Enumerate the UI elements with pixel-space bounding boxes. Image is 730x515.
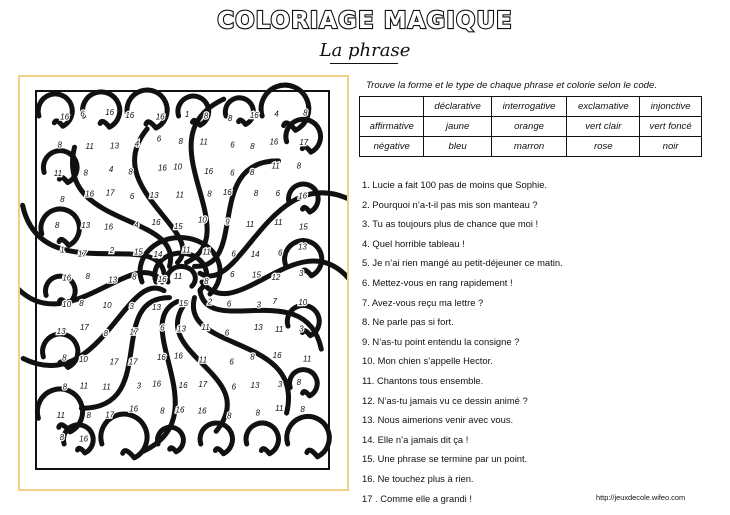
table-cell: bleu	[424, 137, 491, 157]
swirl-stroke	[43, 334, 78, 367]
table-row	[360, 117, 702, 137]
region-number: 16	[197, 406, 207, 416]
region-number: 11	[173, 272, 183, 281]
region-number: 11	[53, 169, 63, 179]
region-number: 4	[274, 109, 279, 119]
region-number: 13	[110, 141, 119, 151]
list-item: 3. Tu as toujours plus de chance que moi !	[362, 218, 539, 230]
region-number: 6	[80, 109, 85, 119]
region-number: 11	[274, 218, 283, 228]
list-item: 17 . Comme elle a grandi !	[362, 492, 472, 504]
region-number: 13	[149, 191, 159, 201]
swirl-stroke	[127, 90, 167, 128]
region-number: 16	[175, 405, 185, 415]
coloring-picture	[18, 75, 349, 491]
region-number: 13	[152, 303, 161, 313]
region-number: 7	[272, 297, 277, 307]
footer-url: http://jeuxdecole.wifeo.com	[596, 493, 686, 502]
list-item: 14. Elle n’a jamais dit ça !	[362, 433, 469, 445]
list-item: 8. Ne parle pas si fort.	[362, 316, 454, 328]
region-number: 1	[184, 110, 190, 120]
region-number: 17	[128, 357, 138, 367]
region-number: 11	[102, 382, 111, 392]
region-number: 11	[85, 142, 94, 152]
region-number: 3	[256, 300, 261, 310]
region-number: 4	[134, 220, 139, 230]
list-item: 4. Quel horrible tableau !	[362, 237, 465, 249]
region-number: 16	[129, 404, 139, 414]
region-number: 6	[230, 270, 235, 280]
region-number: 13	[253, 323, 263, 333]
region-number: 10	[78, 354, 88, 364]
table-cell: orange	[491, 117, 567, 137]
list-item: 2. Pourquoi n’a-t-il pas mis son manteau ?	[362, 198, 538, 210]
region-number: 11	[175, 190, 184, 200]
list-item: 9. N’as-tu point entendu la consigne ?	[362, 335, 520, 347]
region-number: 10	[173, 162, 183, 172]
region-number: 13	[81, 221, 91, 231]
region-number: 11	[271, 161, 280, 171]
region-number: 3	[129, 301, 134, 311]
region-number: 16	[157, 274, 167, 284]
list-item: 15. Une phrase se termine par un point.	[362, 453, 528, 465]
list-item: 10. Mon chien s’appelle Hector.	[362, 355, 493, 367]
region-number: 16	[222, 188, 232, 198]
region-number: 16	[79, 434, 89, 444]
region-number: 11	[79, 381, 89, 391]
region-number: 16	[125, 110, 135, 120]
region-number: 8	[85, 272, 90, 282]
table-header-cell: exclamative	[567, 97, 640, 117]
region-number: 4	[108, 165, 114, 175]
table-header-cell: interrogative	[491, 97, 567, 117]
region-number: 17	[198, 379, 208, 389]
region-number: 11	[275, 404, 284, 413]
region-number: 15	[179, 299, 188, 309]
region-number: 3	[136, 381, 142, 391]
region-number: 10	[62, 300, 72, 309]
list-item: 6. Mettez-vous en rang rapidement !	[362, 276, 513, 288]
region-number: 8	[83, 168, 88, 178]
region-number: 13	[108, 275, 118, 285]
region-number: 13	[56, 326, 66, 336]
region-number: 8	[296, 377, 302, 387]
color-code-table	[359, 96, 702, 157]
region-number: 17	[109, 357, 119, 367]
region-number: 16	[173, 351, 183, 361]
region-number: 8	[204, 276, 209, 286]
table-header-cell: déclarative	[424, 97, 491, 117]
region-number: 8	[103, 328, 109, 338]
instruction-text: Trouve la forme et le type de chaque phrase et colorie selon le code.	[366, 80, 658, 91]
list-item: 16. Ne touchez plus à rien.	[362, 472, 474, 484]
region-number: 8	[303, 108, 308, 118]
region-number: 17	[299, 137, 309, 147]
list-item: 12. N’as-tu jamais vu ce dessin animé ?	[362, 394, 528, 406]
region-number: 16	[178, 381, 188, 391]
region-number: 16	[249, 111, 259, 120]
table-cell: marron	[491, 137, 567, 157]
region-number: 10	[102, 301, 112, 311]
region-number: 6	[277, 248, 283, 258]
region-number: 11	[182, 245, 191, 255]
region-number: 11	[201, 323, 210, 333]
region-number: 8	[227, 114, 233, 124]
list-item: 13. Nous aimerions venir avec vous.	[362, 414, 514, 426]
region-number: 17	[79, 323, 89, 333]
region-number: 6	[224, 328, 230, 338]
region-number: 8	[59, 433, 65, 442]
region-number: 15	[173, 222, 183, 232]
region-number: 16	[151, 218, 161, 227]
region-number: 16	[105, 108, 115, 118]
table-header-cell: injonctive	[640, 97, 702, 117]
table-row	[360, 137, 702, 157]
region-number: 4	[134, 139, 140, 149]
region-number: 8	[255, 408, 261, 418]
sentence-list	[362, 178, 702, 511]
region-numbers	[54, 108, 312, 444]
region-number: 16	[157, 163, 167, 173]
region-number: 11	[202, 247, 211, 257]
region-number: 6	[160, 323, 165, 333]
region-number: 16	[156, 353, 166, 363]
region-number: 6	[230, 140, 235, 150]
list-item: 11. Chantons tous ensemble.	[362, 374, 484, 386]
swirl-stroke	[290, 370, 318, 396]
region-number: 8	[86, 411, 91, 420]
region-number: 11	[303, 354, 312, 364]
region-number: 8	[132, 272, 137, 282]
region-number: 8	[60, 194, 65, 204]
page-title: COLORIAGE MAGIQUE	[217, 8, 513, 34]
region-number: 6	[229, 357, 234, 367]
region-number: 8	[207, 189, 212, 199]
table-row-label: négative	[360, 137, 424, 157]
region-number: 13	[297, 242, 307, 252]
region-number: 14	[250, 250, 260, 259]
region-number: 3	[299, 324, 304, 334]
region-number: 8	[54, 221, 60, 231]
region-number: 16	[272, 351, 282, 360]
region-number: 10	[197, 215, 207, 225]
region-number: 13	[177, 324, 186, 334]
region-number: 3	[277, 379, 283, 389]
region-number: 8	[250, 352, 255, 362]
region-number: 8	[250, 142, 255, 151]
region-number: 17	[105, 188, 115, 198]
region-number: 8	[160, 406, 165, 416]
region-number: 8	[253, 188, 259, 198]
swirl-stroke	[83, 92, 120, 127]
region-number: 6	[156, 134, 162, 144]
table-cell: noir	[640, 137, 702, 157]
region-number: 11	[199, 137, 208, 147]
table-row-label: affirmative	[360, 117, 424, 137]
region-number: 8	[128, 167, 133, 177]
page-subtitle: La phrase	[319, 40, 411, 61]
region-number: 16	[104, 222, 114, 232]
region-number: 2	[109, 246, 115, 256]
table-header-cell	[360, 97, 424, 117]
region-number: 17	[77, 249, 87, 259]
region-number: 8	[203, 111, 209, 121]
region-number: 8	[178, 137, 183, 147]
swirl-stroke	[246, 423, 278, 454]
region-number: 12	[271, 273, 281, 283]
region-number: 6	[230, 168, 235, 178]
region-number: 11	[245, 220, 255, 229]
region-number: 8	[249, 168, 255, 177]
region-number: 16	[155, 112, 165, 122]
region-number: 8	[300, 404, 305, 414]
region-number: 8	[296, 161, 302, 171]
table-header-row	[360, 97, 702, 117]
region-number: 10	[298, 297, 308, 307]
swirl-stroke	[287, 416, 330, 456]
region-number: 15	[133, 247, 143, 257]
region-number: 9	[225, 217, 230, 227]
region-number: 6	[226, 299, 232, 309]
table-cell: jaune	[424, 117, 491, 137]
region-number: 16	[62, 273, 72, 283]
region-number: 13	[250, 380, 260, 390]
region-number: 11	[198, 355, 208, 365]
region-number: 16	[269, 137, 279, 147]
region-number: 14	[153, 249, 163, 259]
region-number: 8	[57, 140, 62, 150]
region-number: 17	[105, 410, 115, 420]
region-number: 6	[231, 249, 236, 259]
region-number: 16	[152, 379, 162, 389]
region-number: 16	[204, 166, 214, 176]
subtitle-underline	[330, 63, 398, 64]
region-number: 8	[226, 411, 232, 421]
table-cell: rose	[567, 137, 640, 157]
region-number: 3	[298, 269, 304, 279]
region-number: 8	[79, 299, 84, 308]
table-cell: vert foncé	[640, 117, 702, 137]
list-item: 7. Avez-vous reçu ma lettre ?	[362, 296, 484, 308]
region-number: 16	[298, 191, 308, 201]
region-number: 17	[129, 327, 139, 337]
region-number: 2	[207, 297, 213, 307]
region-number: 16	[60, 112, 70, 122]
region-number: 15	[298, 222, 308, 232]
coloring-drawing	[20, 77, 347, 489]
region-number: 11	[56, 411, 65, 420]
table-cell: vert clair	[567, 117, 640, 137]
region-number: 8	[62, 382, 68, 392]
region-number: 6	[275, 189, 281, 199]
list-item: 1. Lucie a fait 100 pas de moins que Sophie.	[362, 179, 548, 190]
swirl-stroke	[101, 414, 147, 458]
region-number: 6	[231, 382, 237, 392]
list-item: 5. Je n’ai rien mangé au petit-déjeuner ce matin.	[362, 257, 563, 269]
region-number: 8	[62, 353, 67, 363]
region-number: 16	[85, 189, 95, 199]
region-number: 6	[129, 192, 135, 202]
region-number: 1	[60, 245, 65, 255]
region-number: 15	[252, 270, 261, 280]
region-number: 11	[275, 325, 284, 335]
